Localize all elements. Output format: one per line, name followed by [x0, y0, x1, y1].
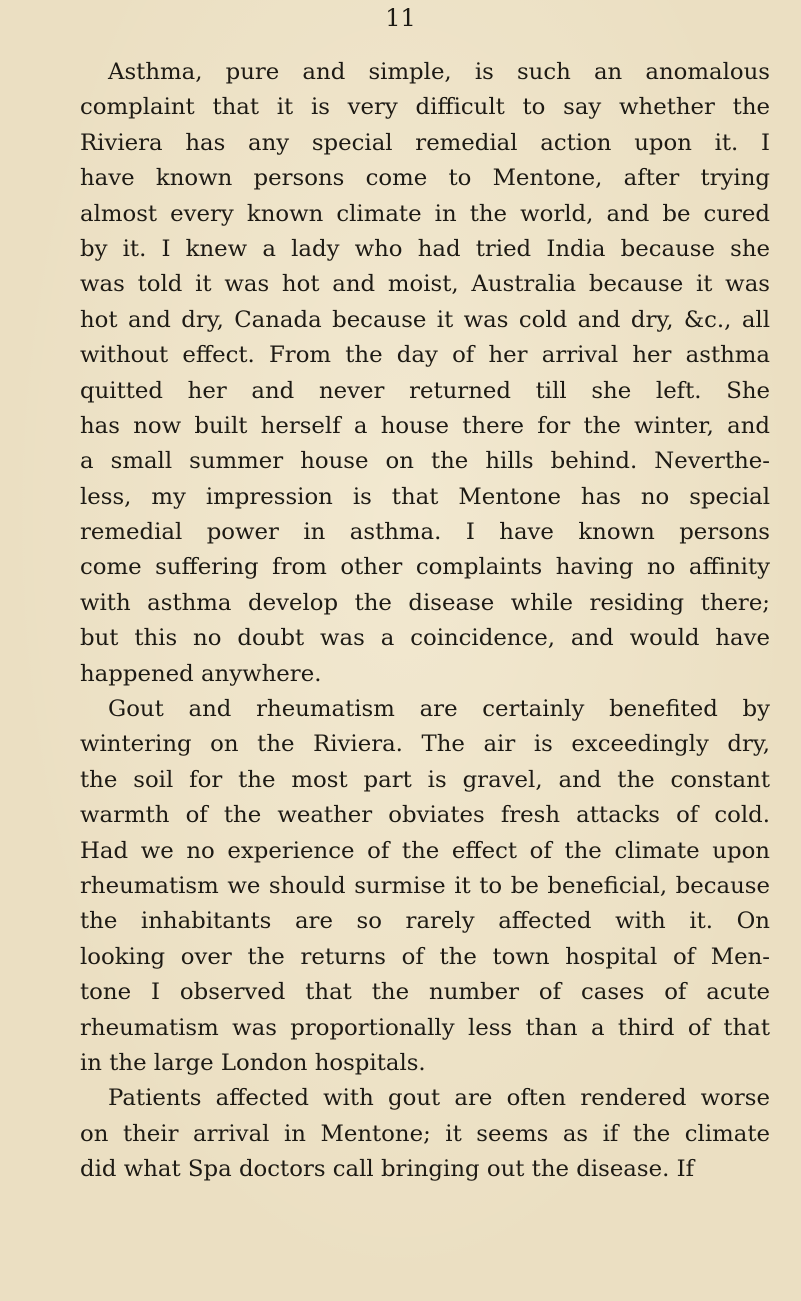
text-line: Gout and rheumatism are certainly benefited by: [108, 696, 770, 723]
text-line: Patients affected with gout are often rendered worse: [108, 1085, 770, 1112]
text-line: less, my impression is that Mentone has no special: [80, 483, 770, 510]
text-line: tone I observed that the number of cases of acute: [80, 979, 770, 1006]
text-line: without effect. From the day of her arrival her asthma: [80, 342, 770, 369]
text-line: in the large London hospitals.: [80, 1049, 426, 1076]
text-line: rheumatism was proportionally less than a third of that: [80, 1014, 770, 1041]
text-line: warmth of the weather obviates fresh attacks of cold.: [80, 802, 770, 829]
text-line: come suffering from other complaints having no affinity: [80, 554, 770, 581]
page-number: 11: [385, 4, 416, 32]
text-line: happened anywhere.: [80, 660, 322, 687]
text-line: wintering on the Riviera. The air is exceedingly dry,: [80, 731, 770, 758]
text-line: complaint that it is very difficult to say whether the: [80, 94, 770, 121]
text-line: looking over the returns of the town hospital of Men-: [80, 943, 770, 970]
text-line: Asthma, pure and simple, is such an anomalous: [108, 59, 770, 85]
text-line: hot and dry, Canada because it was cold and dry, &c., all: [80, 306, 770, 333]
text-line: almost every known climate in the world, and be cured: [80, 200, 770, 227]
text-line: the soil for the most part is gravel, and the constant: [80, 766, 770, 793]
text-line: the inhabitants are so rarely affected with it. On: [80, 908, 770, 935]
text-line: rheumatism we should surmise it to be beneficial, because: [80, 872, 770, 899]
paragraph-asthma: [80, 55, 770, 692]
text-line: with asthma develop the disease while residing there;: [80, 589, 770, 616]
text-line: on their arrival in Mentone; it seems as if the climate: [80, 1120, 770, 1147]
paragraph-gout-rheumatism: [80, 692, 770, 1081]
text-line: have known persons come to Mentone, after trying: [80, 165, 770, 192]
paragraph-gout-patients: [80, 1081, 770, 1187]
text-line: has now built herself a house there for the winter, and: [80, 412, 770, 439]
text-line: Had we no experience of the effect of the climate upon: [80, 837, 770, 864]
text-line: did what Spa doctors call bringing out the disease. If: [80, 1156, 695, 1183]
text-line: but this no doubt was a coincidence, and would have: [80, 625, 770, 652]
body-text: [80, 55, 770, 1188]
text-line: quitted her and never returned till she left. She: [80, 377, 770, 404]
text-line: a small summer house on the hills behind. Neverthe-: [80, 448, 770, 475]
text-line: was told it was hot and moist, Australia because it was: [80, 271, 770, 298]
text-line: Riviera has any special remedial action upon it. I: [80, 129, 770, 156]
text-line: by it. I knew a lady who had tried India because she: [80, 235, 770, 262]
text-line: remedial power in asthma. I have known persons: [80, 519, 770, 546]
